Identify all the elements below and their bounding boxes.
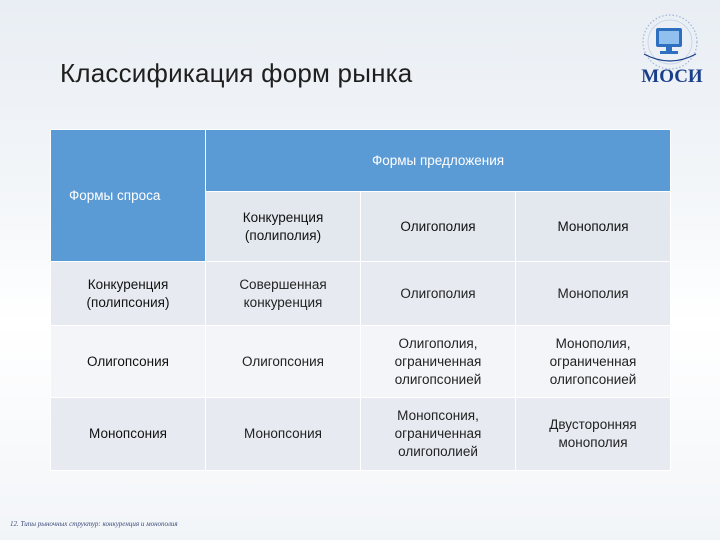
table-cell: Монопсония, ограниченная олигополией [361, 398, 516, 471]
column-header: Монополия [516, 192, 671, 262]
logo-text: МОСИ [641, 66, 703, 87]
table-cell: Олигопсония [206, 326, 361, 398]
table-cell: Двусторонняя монополия [516, 398, 671, 471]
table-cell: Монопсония [206, 398, 361, 471]
table-cell: Олигополия [361, 262, 516, 326]
row-header: Монопсония [51, 398, 206, 471]
table-row [51, 326, 671, 398]
table-row [51, 262, 671, 326]
row-header: Олигопсония [51, 326, 206, 398]
row-header: Конкуренция (полипсония) [51, 262, 206, 326]
table-cell: Олигополия, ограниченная олигопсонией [361, 326, 516, 398]
column-header: Олигополия [361, 192, 516, 262]
table-cell: Монополия, ограниченная олигопсонией [516, 326, 671, 398]
market-forms-table [50, 129, 671, 471]
slide-title: Классификация форм рынка [60, 58, 413, 88]
supply-forms-header: Формы предложения [206, 130, 671, 192]
demand-forms-header: Формы спроса [51, 130, 206, 262]
table-cell: Монополия [516, 262, 671, 326]
slide-footer: 12. Типы рыночных структур: конкуренция и монополия [10, 520, 178, 528]
table-cell: Совершенная конкуренция [206, 262, 361, 326]
table-row [51, 398, 671, 471]
column-header: Конкуренция (полиполия) [206, 192, 361, 262]
mosi-logo [622, 10, 716, 86]
